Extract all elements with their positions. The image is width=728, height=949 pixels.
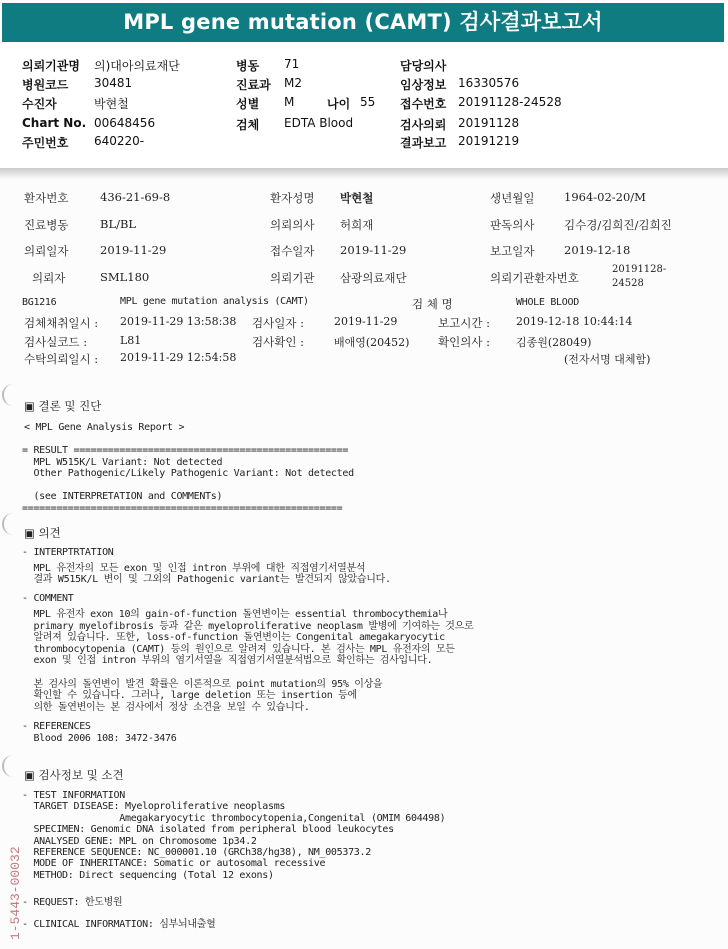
meta-value: (전자서명 대체함) [564, 353, 651, 366]
field-value: 1964-02-20/M [564, 190, 646, 204]
opinion-line: MPL 유전자의 모든 exon 및 인접 intron 부위에 대한 직접염기서열분석 [22, 562, 366, 574]
header-value: 71 [284, 57, 300, 71]
meta-label: 검사실코드 : [24, 335, 88, 349]
field-value: 24528 [612, 278, 644, 289]
report-title: < MPL Gene Analysis Report > [24, 422, 185, 433]
info-line: SPECIMEN: Genomic DNA isolated from peripheral blood leukocytes [22, 824, 394, 836]
opinion-line: 확인할 수 있습니다. 그러나, large deletion 또는 insertion 등에 [22, 690, 357, 702]
info-line: TARGET DISEASE: Myeloproliferative neoplasms [22, 801, 286, 813]
header-label: Chart No. [22, 116, 87, 130]
scan-shadow [0, 168, 728, 180]
meta-value: 2019-11-29 12:54:58 [120, 351, 237, 364]
opinion-line: thrombocytopenia (CAMT) 등의 원인으로 알려져 있습니다. 본 검사는 MPL 유전자의 모든 [22, 643, 455, 655]
header-value: EDTA Blood [284, 116, 354, 130]
age-value: 55 [360, 95, 376, 109]
opinion-line: primary myelofibrosis 등과 같은 myeloproliferative neoplasm 발병에 기여하는 것으로 [22, 620, 474, 632]
meta-label: 검사확인 : [252, 335, 304, 349]
header-value: 30481 [94, 76, 133, 90]
info-line: METHOD: Direct sequencing (Total 12 exons) [22, 869, 274, 881]
info-line: - CLINICAL INFORMATION: 심부뇌내출혈 [22, 919, 216, 931]
opinion-line: 결과 W515K/L 변이 및 그외의 Pathogenic variant는 발견되지 않았습니다. [22, 574, 391, 586]
field-value: 436-21-69-8 [100, 190, 171, 204]
opinion-line: MPL 유전자 exon 10의 gain-of-function 돌연변이는 essential thrombocythemia나 [22, 609, 448, 620]
meta-value: L81 [120, 334, 142, 347]
opinion-line: Blood 2006 108: 3472-3476 [22, 732, 177, 744]
result-line: ======================================================== [22, 502, 343, 514]
opinion-line: 본 검사의 돌연변이 발견 확률은 이론적으로 point mutation의 95% 이상을 [22, 678, 383, 690]
field-label: 보고일자 [490, 244, 535, 258]
meta-label: 확인의사 : [438, 335, 490, 349]
opinion-line: 의한 돌연변이는 본 검사에서 정상 소견을 보일 수 있습니다. [22, 701, 310, 713]
meta-label: 수탁의뢰일시 : [24, 352, 99, 366]
section-title: ▣ 의견 [24, 526, 61, 540]
meta-value: 2019-11-29 13:58:38 [120, 315, 237, 328]
meta-value: 2019-11-29 [334, 315, 398, 328]
section-title: ▣ 결론 및 진단 [24, 399, 102, 413]
header-value: 16330576 [458, 76, 520, 90]
meta-label: 검체채취일시 : [24, 316, 99, 330]
report-title: MPL gene mutation (CAMT) 검사결과보고서 [2, 3, 724, 42]
opinion-line: - INTERPTRTATION [22, 547, 114, 558]
meta-value: 김종원(28049) [516, 336, 592, 349]
header-value: 20191128-24528 [458, 95, 562, 109]
test-code: BG1216 [22, 297, 57, 308]
header-value: 00648456 [94, 116, 156, 130]
age-label: 나이 [327, 97, 351, 111]
test-name: MPL gene mutation analysis (CAMT) [120, 296, 309, 307]
header-value: 20191219 [458, 134, 520, 148]
header-label: 주민번호 [22, 136, 69, 150]
header-value: 의)대아의료재단 [94, 59, 180, 73]
meta-value: 배애영(20452) [334, 336, 410, 349]
info-line: MODE OF INHERITANCE: Somatic or autosomal recessive [22, 858, 326, 870]
opinion-line: exon 및 인접 intron 부위의 염기서열을 직접염기서열분석법으로 확인하는 검사입니다. [22, 655, 433, 667]
section-title: ▣ 검사정보 및 소견 [24, 768, 124, 782]
header-label: 담당의사 [400, 59, 447, 73]
result-line: MPL W515K/L Variant: Not detected [22, 456, 223, 468]
field-value: 2019-12-18 [564, 243, 631, 257]
field-label: 진료병동 [24, 218, 69, 232]
field-label: 의뢰기관 [270, 271, 315, 285]
header-value: 640220- [94, 134, 145, 148]
header-label: 검체 [236, 118, 260, 132]
header-label: 병동 [236, 59, 260, 73]
opinion-line: - REFERENCES [22, 721, 91, 732]
result-line: (see INTERPRETATION and COMMENTs) [22, 491, 223, 502]
field-value: 20191128- [612, 264, 667, 275]
header-value: M [284, 95, 295, 109]
specimen-label: 검 체 명 [412, 297, 453, 311]
info-line: ANALYSED GENE: MPL on Chromosome 1p34.2 [22, 835, 257, 847]
info-line: - REQUEST: 한도병원 [22, 896, 123, 908]
field-value: 삼광의료재단 [340, 271, 407, 285]
header-label: 임상정보 [400, 78, 447, 92]
field-value: 김수경/김희진/김희진 [564, 218, 672, 232]
title-banner [0, 0, 728, 46]
meta-value: 2019-12-18 10:44:14 [516, 315, 633, 328]
meta-label: 보고시간 : [438, 316, 490, 330]
stamp-number: 1-5443-00032 [8, 846, 23, 940]
header-value: 박현철 [94, 97, 129, 111]
field-label: 생년월일 [490, 191, 535, 205]
result-line: Other Pathogenic/Likely Pathogenic Variant: Not detected [22, 468, 354, 479]
info-line: - TEST INFORMATION [22, 790, 125, 801]
specimen-value: WHOLE BLOOD [516, 297, 579, 308]
info-line: Amegakaryocytic thrombocytopenia,Congenital (OMIM 604498) [22, 812, 446, 824]
header-label: 병원코드 [22, 78, 69, 92]
field-label: 의뢰기관환자번호 [490, 271, 579, 285]
header-value: 20191128 [458, 116, 520, 130]
field-value: 2019-11-29 [100, 243, 167, 257]
field-value: SML180 [100, 270, 150, 284]
field-label: 접수일자 [270, 244, 315, 258]
field-value: 2019-11-29 [340, 243, 407, 257]
header-label: 성별 [236, 97, 260, 111]
header-label: 검사의뢰 [400, 118, 447, 132]
header-label: 접수번호 [400, 97, 447, 111]
opinion-line: 알려져 있습니다. 또한, loss-of-function 돌연변이는 Congenital amegakaryocytic [22, 632, 445, 644]
header-label: 수진자 [22, 97, 57, 111]
opinion-line: - COMMENT [22, 593, 74, 605]
field-label: 의뢰자 [32, 271, 66, 285]
field-label: 판독의사 [490, 218, 535, 232]
result-line: = RESULT ================================================ [22, 445, 349, 456]
field-label: 환자성명 [270, 191, 315, 205]
info-line: REFERENCE SEQUENCE: NC_000001.10 (GRCh38/hg38), NM_005373.2 [22, 847, 371, 858]
field-label: 의뢰일자 [24, 244, 69, 258]
field-value: 허희재 [340, 218, 374, 232]
field-value: BL/BL [100, 217, 137, 231]
header-label: 진료과 [236, 78, 271, 92]
header-label: 결과보고 [400, 136, 447, 150]
field-label: 의뢰의사 [270, 218, 315, 232]
field-value: 박현철 [340, 191, 374, 205]
field-label: 환자번호 [24, 191, 69, 205]
meta-label: 검사일자 : [252, 316, 304, 330]
header-label: 의뢰기관명 [22, 59, 80, 73]
header-value: M2 [284, 76, 302, 90]
